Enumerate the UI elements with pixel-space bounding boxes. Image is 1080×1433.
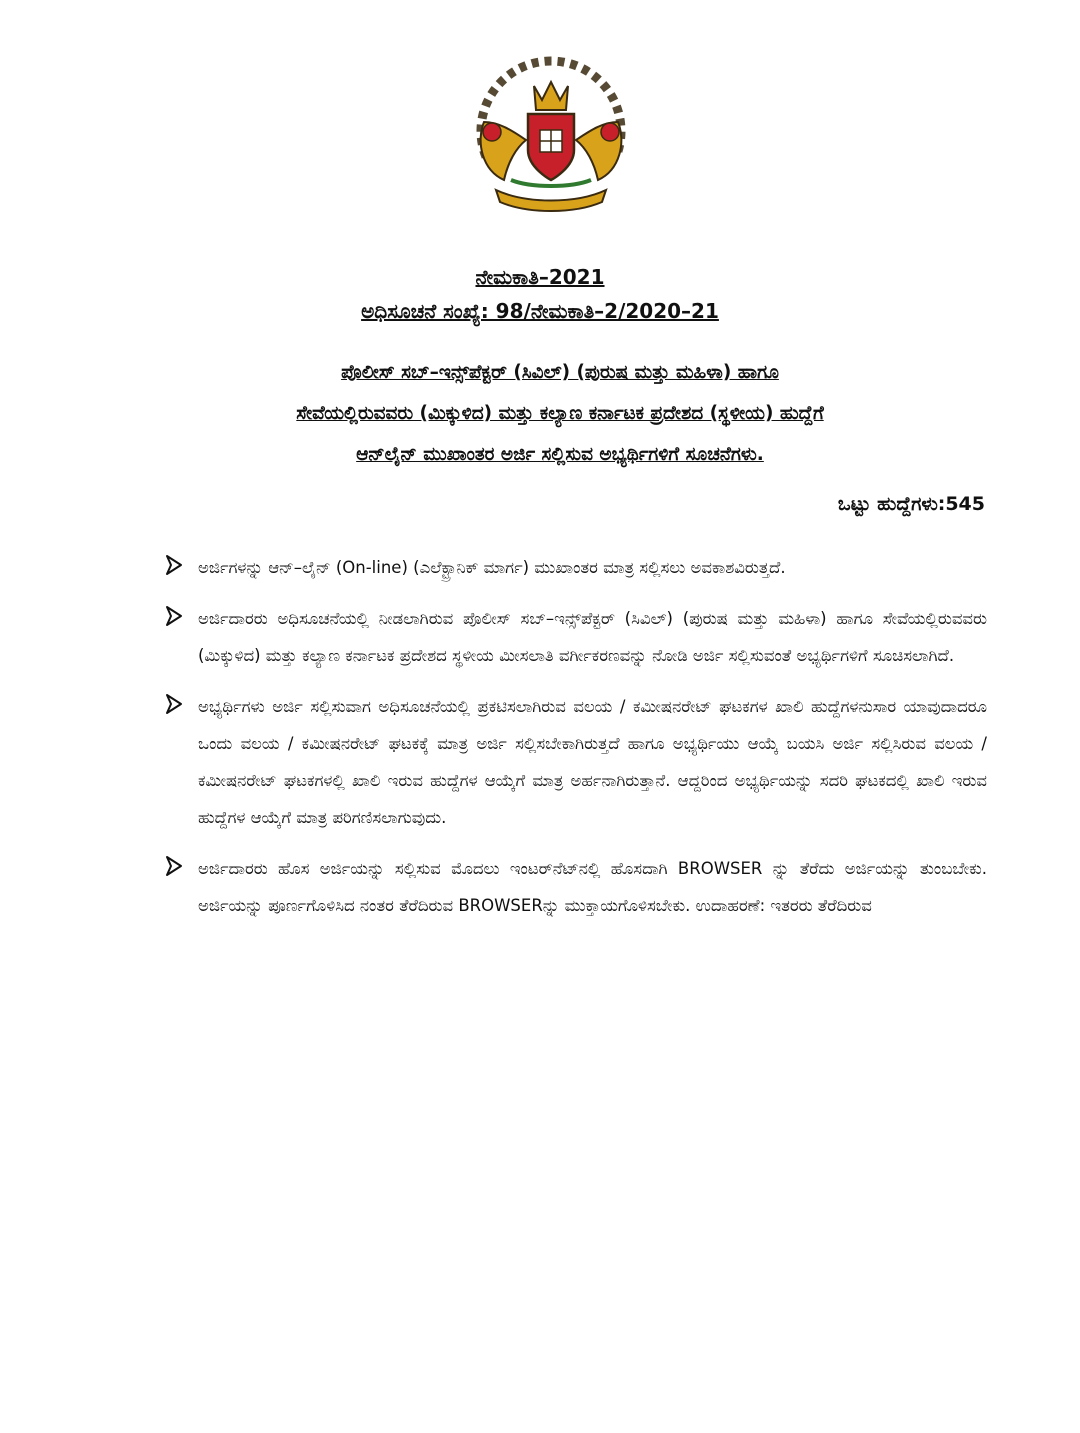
list-item — [165, 600, 987, 674]
police-emblem-logo — [456, 52, 646, 222]
title-line-3: ಆನ್‌ಲೈನ್ ಮುಖಾಂತರ ಅರ್ಜಿ ಸಲ್ಲಿಸುವ ಅಭ್ಯರ್ಥಿಗಳಿಗೆ ಸೂಚನೆಗಳು. — [356, 444, 764, 465]
title-line-2: ಸೇವೆಯಲ್ಲಿರುವವರು (ಮಿಕ್ಕುಳಿದ) ಮತ್ತು ಕಲ್ಯಾಣ ಕರ್ನಾಟಕ ಪ್ರದೇಶದ (ಸ್ಥಳೀಯ) ಹುದ್ದೆಗೆ — [296, 403, 824, 424]
arrow-bullet-icon — [165, 693, 183, 715]
list-item — [165, 549, 987, 586]
arrow-bullet-icon — [165, 554, 183, 576]
list-item — [165, 850, 987, 924]
notification-number-heading: ಅಧಿಸೂಚನೆ ಸಂಖ್ಯೆ: 98/ನೇಮಕಾತಿ–2/2020–21 — [361, 299, 719, 323]
arrow-bullet-icon — [165, 605, 183, 627]
recruitment-year-heading: ನೇಮಕಾತಿ–2021 — [475, 265, 605, 289]
list-item-text: ಅರ್ಜಿದಾರರು ಅಧಿಸೂಚನೆಯಲ್ಲಿ ನೀಡಲಾಗಿರುವ ಪೊಲೀಸ್ ಸಬ್–ಇನ್ಸ್‌ಪೆಕ್ಟರ್ (ಸಿವಿಲ್) (ಪುರುಷ ಮತ್ತು ಮಹಿಳಾ) ಹಾಗೂ ಸೇವೆಯಲ್ಲಿರುವವರು (ಮಿಕ್ಕುಳಿದ) ಮತ್ತು ಕಲ್ಯಾಣ ಕರ್ನಾಟಕ ಪ್ರದೇಶದ ಸ್ಥಳೀಯ ಮೀಸಲಾತಿ ವರ್ಗೀಕರಣವನ್ನು ನೋಡಿ ಅರ್ಜಿ ಸಲ್ಲಿಸುವಂತೆ ಅಭ್ಯರ್ಥಿಗಳಿಗೆ ಸೂಚಿಸಲಾಗಿದೆ. — [198, 609, 987, 665]
list-item-text: ಅರ್ಜಿದಾರರು ಹೊಸ ಅರ್ಜಿಯನ್ನು ಸಲ್ಲಿಸುವ ಮೊದಲು ಇಂಟರ್‌ನೆಟ್‌ನಲ್ಲಿ ಹೊಸದಾಗಿ BROWSER ನ್ನು ತೆರೆದು ಅರ್ಜಿಯನ್ನು ತುಂಬಬೇಕು. ಅರ್ಜಿಯನ್ನು ಪೂರ್ಣಗೊಳಿಸಿದ ನಂತರ ತೆರೆದಿರುವ BROWSERನ್ನು ಮುಕ್ತಾಯಗೊಳಿಸಬೇಕು. ಉದಾಹರಣೆ: ಇತರರು ತೆರೆದಿರುವ — [198, 859, 987, 915]
list-item — [165, 688, 987, 836]
total-posts: ಒಟ್ಟು ಹುದ್ದೆಗಳು:545 — [837, 493, 985, 515]
instruction-list — [165, 549, 987, 938]
list-item-text: ಅಭ್ಯರ್ಥಿಗಳು ಅರ್ಜಿ ಸಲ್ಲಿಸುವಾಗ ಅಧಿಸೂಚನೆಯಲ್ಲಿ ಪ್ರಕಟಿಸಲಾಗಿರುವ ವಲಯ / ಕಮೀಷನರೇಟ್ ಘಟಕಗಳ ಖಾಲಿ ಹುದ್ದೆಗಳನುಸಾರ ಯಾವುದಾದರೂ ಒಂದು ವಲಯ / ಕಮೀಷನರೇಟ್ ಘಟಕಕ್ಕೆ ಮಾತ್ರ ಅರ್ಜಿ ಸಲ್ಲಿಸಬೇಕಾಗಿರುತ್ತದೆ ಹಾಗೂ ಅಭ್ಯರ್ಥಿಯು ಆಯ್ಕೆ ಬಯಸಿ ಅರ್ಜಿ ಸಲ್ಲಿಸಿರುವ ವಲಯ / ಕಮೀಷನರೇಟ್ ಘಟಕಗಳಲ್ಲಿ ಖಾಲಿ ಇರುವ ಹುದ್ದೆಗಳ ಆಯ್ಕೆಗೆ ಮಾತ್ರ ಅರ್ಹನಾಗಿರುತ್ತಾನೆ. ಆದ್ದರಿಂದ ಅಭ್ಯರ್ಥಿಯನ್ನು ಸದರಿ ಘಟಕದಲ್ಲಿ ಖಾಲಿ ಇರುವ ಹುದ್ದೆಗಳ ಆಯ್ಕೆಗೆ ಮಾತ್ರ ಪರಿಗಣಿಸಲಾಗುವುದು. — [198, 697, 987, 827]
list-item-text: ಅರ್ಜಿಗಳನ್ನು ಆನ್–ಲೈನ್ (On-line) (ಎಲೆಕ್ಟ್ರಾನಿಕ್ ಮಾರ್ಗ) ಮುಖಾಂತರ ಮಾತ್ರ ಸಲ್ಲಿಸಲು ಅವಕಾಶವಿರುತ್ತದೆ. — [198, 558, 786, 577]
document-title — [140, 352, 980, 475]
arrow-bullet-icon — [165, 855, 183, 877]
title-line-1: ಪೊಲೀಸ್ ಸಬ್–ಇನ್ಸ್‌ಪೆಕ್ಟರ್ (ಸಿವಿಲ್) (ಪುರುಷ ಮತ್ತು ಮಹಿಳಾ) ಹಾಗೂ — [341, 362, 779, 383]
